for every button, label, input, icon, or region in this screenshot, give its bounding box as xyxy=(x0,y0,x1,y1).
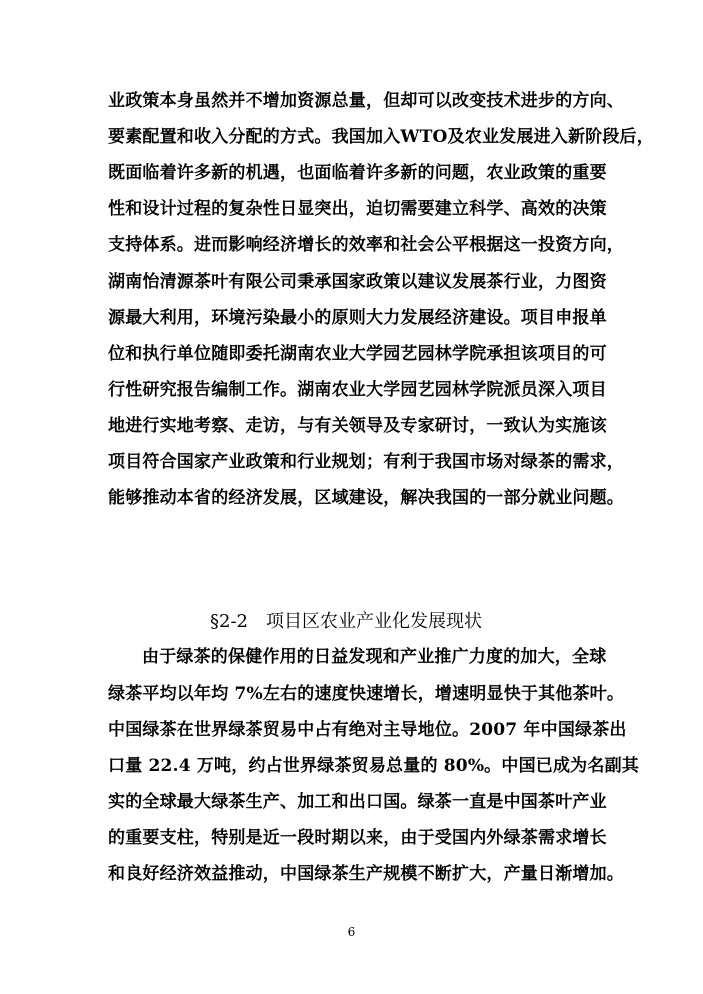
paragraph-1-line: 支持体系。进而影响经济增长的效率和社会公平根据这一投资方向， xyxy=(108,235,624,255)
paragraph-2-line: 中国绿茶在世界绿茶贸易中占有绝对主导地位。2007 年中国绿茶出 xyxy=(108,720,627,740)
paragraph-2-line: 由于绿茶的保健作用的日益发现和产业推广力度的加大，全球 xyxy=(142,647,607,667)
paragraph-1-line: 既面临着许多新的机遇，也面临着许多新的问题，农业政策的重要 xyxy=(108,163,607,183)
paragraph-1-line: 能够推动本省的经济发展，区域建设，解决我国的一部分就业问题。 xyxy=(108,488,624,508)
paragraph-1-line: 地进行实地考察、走访，与有关领导及专家研讨，一致认为实施该 xyxy=(108,416,607,436)
paragraph-2-line: 的重要支柱，特别是近一段时期以来，由于受国内外绿茶需求增长 xyxy=(108,828,607,848)
paragraph-2-line: 实的全球最大绿茶生产、加工和出口国。绿茶一直是中国茶叶产业 xyxy=(108,792,607,812)
paragraph-2-line: 和良好经济效益推动，中国绿茶生产规模不断扩大，产量日渐增加。 xyxy=(108,864,624,884)
paragraph-1-line: 要素配置和收入分配的方式。我国加入WTO及农业发展进入新阶段后， xyxy=(108,127,654,147)
page-number: 6 xyxy=(347,925,356,939)
paragraph-1-line: 性和设计过程的复杂性日显突出，迫切需要建立科学、高效的决策 xyxy=(108,199,607,219)
paragraph-1-line: 行性研究报告编制工作。湖南农业大学园艺园林学院派员深入项目 xyxy=(108,380,607,400)
section-title: 项目区农业产业化发展现状 xyxy=(266,611,482,632)
section-number: §2-2 xyxy=(210,611,248,632)
paragraph-1-line: 湖南怡清源茶叶有限公司秉承国家政策以建议发展茶行业，力图资 xyxy=(108,272,607,292)
section-heading xyxy=(210,611,482,633)
paragraph-1-line: 位和执行单位随即委托湖南农业大学园艺园林学院承担该项目的可 xyxy=(108,344,607,364)
paragraph-1-line: 项目符合国家产业政策和行业规划；有利于我国市场对绿茶的需求， xyxy=(108,452,624,472)
paragraph-2-line: 绿茶平均以年均 7%左右的速度快速增长，增速明显快于其他茶叶。 xyxy=(108,684,625,704)
paragraph-2-line: 口量 22.4 万吨，约占世界绿茶贸易总量的 80%。中国已成为名副其 xyxy=(108,756,639,776)
paragraph-1-line: 源最大利用，环境污染最小的原则大力发展经济建设。项目申报单 xyxy=(108,308,607,328)
paragraph-1-line: 业政策本身虽然并不增加资源总量，但却可以改变技术进步的方向、 xyxy=(108,91,624,111)
